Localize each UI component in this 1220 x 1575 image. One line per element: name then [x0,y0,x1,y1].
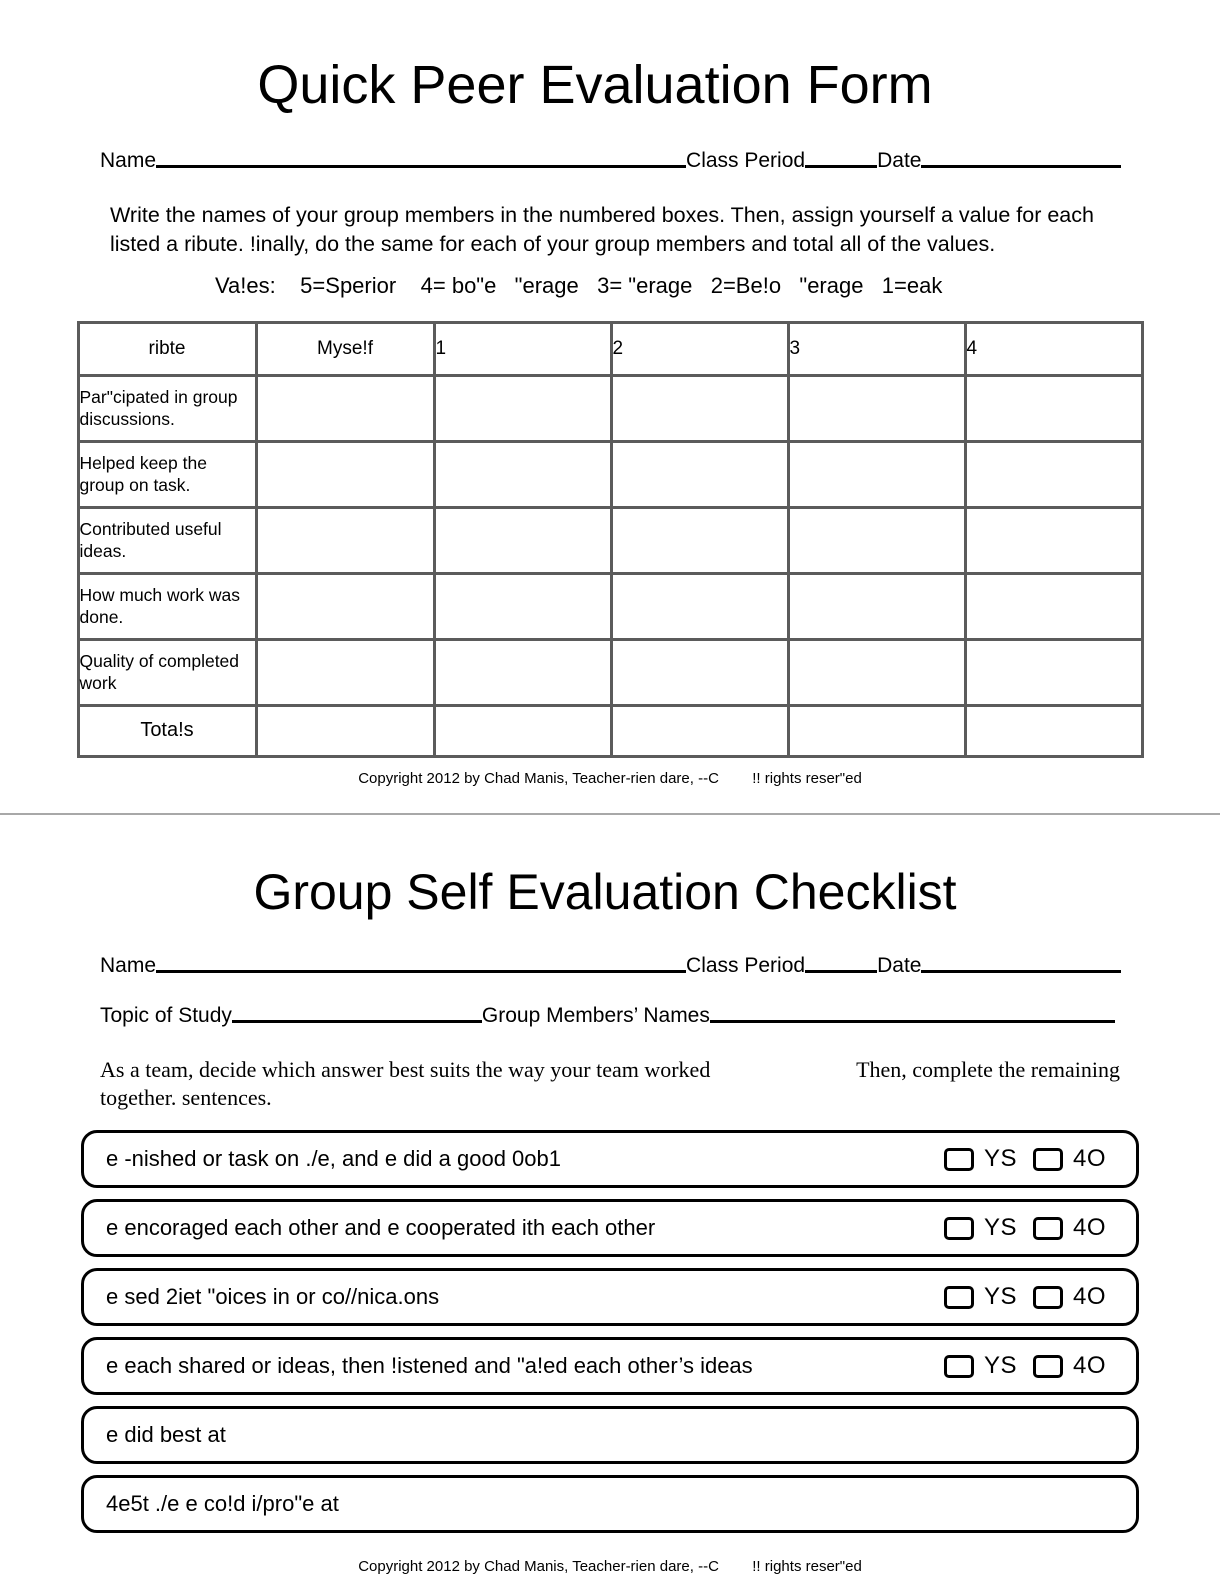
score-cell-member-1[interactable] [434,639,611,705]
list-item[interactable] [81,1268,1139,1326]
values-legend: Va!es: 5=Sperior 4= bo"e "erage 3= "erage 2=Be!o "erage 1=eak [215,272,943,298]
date-input-line[interactable] [921,970,1121,973]
checkbox-yes[interactable] [944,1148,974,1171]
topic-of-study-label: Topic of Study [100,1003,232,1027]
peer-evaluation-page [0,0,1220,787]
checklist-options [944,1214,1120,1242]
checkbox-no-label: 4O [1072,1214,1106,1242]
score-cell-member-1[interactable] [434,507,611,573]
table-totals-row [78,705,1142,756]
table-row [78,375,1142,441]
evaluation-table [77,321,1144,758]
identity-row-page2 [100,920,1120,978]
topic-of-study-input-line[interactable] [232,1020,482,1023]
checkbox-no[interactable] [1033,1217,1063,1240]
score-cell-myself[interactable] [256,375,434,441]
list-item[interactable] [81,1406,1139,1464]
list-item[interactable] [81,1475,1139,1533]
checkbox-yes-label: YS [983,1145,1017,1173]
checkbox-yes-label: YS [983,1283,1017,1311]
score-cell-member-4[interactable] [965,441,1142,507]
page-title: Quick Peer Evaluation Form [257,55,933,115]
name-label: Name [100,149,157,173]
total-cell-member-4[interactable] [965,705,1142,756]
date-label: Date [877,149,922,173]
instructions-text: Write the names of your group members in the numbered boxes. Then, assign yourself a value for each listed a ribute. !inally, do the same for each of your group members and total all of the values. [110,203,1094,257]
table-row [78,639,1142,705]
list-item[interactable] [81,1337,1139,1395]
checkbox-no[interactable] [1033,1286,1063,1309]
checkbox-yes[interactable] [944,1355,974,1378]
checklist-statement: 4e5t ./e e co!d i/pro"e at [106,1491,339,1517]
list-item[interactable] [81,1199,1139,1257]
date-input-line[interactable] [921,165,1121,168]
checkbox-no-label: 4O [1072,1352,1106,1380]
checklist-statement: e encoraged each other and e cooperated ith each other [106,1215,656,1241]
checklist-statement: e sed 2iet "oices in or co//nica.ons [106,1284,440,1310]
score-cell-member-2[interactable] [611,375,788,441]
score-cell-member-4[interactable] [965,375,1142,441]
score-cell-member-3[interactable] [788,573,965,639]
column-header-myself: Myse!f [256,322,434,375]
page-title: Group Self Evaluation Checklist [253,863,957,920]
instructions-block [100,1028,1120,1112]
instructions-text-right: Then, complete the remaining [856,1056,1120,1082]
row-label: Par"cipated in group discussions. [78,375,256,441]
copyright-notice: Copyright 2012 by Chad Manis, Teacher-rien dare, --C !! rights reser"ed [358,1558,862,1575]
table-row [78,573,1142,639]
identity-row-page1 [100,115,1120,173]
score-cell-member-4[interactable] [965,639,1142,705]
score-cell-myself[interactable] [256,639,434,705]
score-cell-member-4[interactable] [965,573,1142,639]
total-cell-member-3[interactable] [788,705,965,756]
checklist [81,1112,1139,1533]
group-members-names-input-line[interactable] [710,1020,1115,1023]
class-period-input-line[interactable] [805,970,877,973]
group-members-names-label: Group Members’ Names [481,1003,710,1027]
checklist-statement: e -nished or task on ./e, and e did a good 0ob1 [106,1146,561,1172]
total-cell-member-2[interactable] [611,705,788,756]
column-header-member-2[interactable]: 2 [611,322,788,375]
checklist-statement: e did best at [106,1422,226,1448]
total-cell-myself[interactable] [256,705,434,756]
score-cell-member-4[interactable] [965,507,1142,573]
score-cell-member-1[interactable] [434,441,611,507]
table-header-row [78,322,1142,375]
date-label: Date [877,953,922,977]
checkbox-no-label: 4O [1072,1145,1106,1173]
class-period-label: Class Period [686,953,806,977]
table-row [78,441,1142,507]
checklist-statement: e each shared or ideas, then !istened and "a!ed each other’s ideas [106,1353,753,1379]
topic-row [100,978,1120,1028]
name-label: Name [100,953,157,977]
column-header-member-4[interactable]: 4 [965,322,1142,375]
totals-label: Tota!s [78,705,256,756]
checkbox-no[interactable] [1033,1148,1063,1171]
row-label: Contributed useful ideas. [78,507,256,573]
column-header-attribute: ribte [78,322,256,375]
score-cell-member-2[interactable] [611,441,788,507]
row-label: How much work was done. [78,573,256,639]
score-cell-member-3[interactable] [788,639,965,705]
copyright-notice: Copyright 2012 by Chad Manis, Teacher-rien dare, --C !! rights reser"ed [358,769,862,787]
score-cell-member-2[interactable] [611,639,788,705]
row-label: Helped keep the group on task. [78,441,256,507]
checklist-options [944,1145,1120,1173]
table-row [78,507,1142,573]
checkbox-no-label: 4O [1072,1283,1106,1311]
score-cell-member-2[interactable] [611,507,788,573]
score-cell-member-1[interactable] [434,375,611,441]
checklist-options [944,1283,1120,1311]
column-header-member-1[interactable]: 1 [434,322,611,375]
score-cell-member-2[interactable] [611,573,788,639]
score-cell-myself[interactable] [256,441,434,507]
checkbox-yes[interactable] [944,1286,974,1309]
score-cell-member-3[interactable] [788,507,965,573]
checkbox-yes-label: YS [983,1352,1017,1380]
checklist-options [944,1352,1120,1380]
checkbox-yes-label: YS [983,1214,1017,1242]
column-header-member-3[interactable]: 3 [788,322,965,375]
score-cell-member-3[interactable] [788,441,965,507]
group-self-evaluation-page [0,815,1220,1575]
score-cell-member-1[interactable] [434,573,611,639]
checkbox-no[interactable] [1033,1355,1063,1378]
total-cell-member-1[interactable] [434,705,611,756]
row-label: Quality of completed work [78,639,256,705]
score-cell-myself[interactable] [256,507,434,573]
class-period-label: Class Period [686,149,806,173]
name-input-line[interactable] [156,165,686,168]
class-period-input-line[interactable] [805,165,877,168]
instructions-text-left: As a team, decide which answer best suits the way your team worked together. sentences. [100,1056,711,1111]
checkbox-yes[interactable] [944,1217,974,1240]
score-cell-myself[interactable] [256,573,434,639]
score-cell-member-3[interactable] [788,375,965,441]
list-item[interactable] [81,1130,1139,1188]
name-input-line[interactable] [156,970,686,973]
